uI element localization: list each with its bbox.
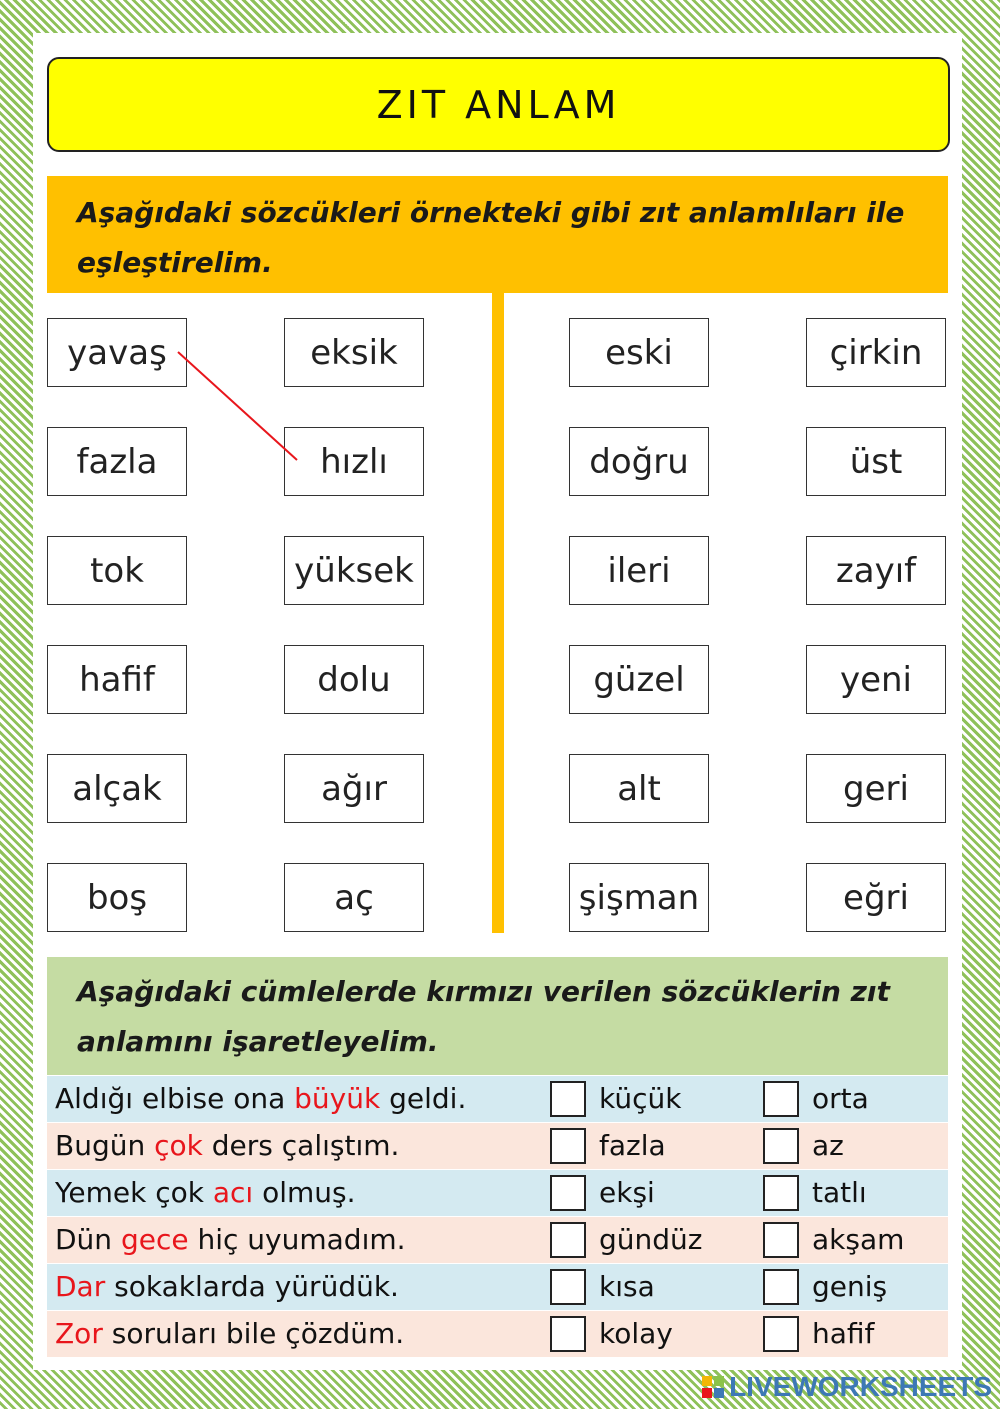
word-box[interactable]: yüksek — [284, 536, 424, 605]
word-box[interactable]: hızlı — [284, 427, 424, 496]
option-checkbox[interactable] — [550, 1175, 586, 1211]
word-box[interactable]: zayıf — [806, 536, 946, 605]
option-label: küçük — [599, 1082, 682, 1115]
question-row — [47, 1076, 948, 1122]
word-box[interactable]: geri — [806, 754, 946, 823]
watermark-text: LIVEWORKSHEETS — [729, 1371, 992, 1402]
option-label: az — [812, 1129, 844, 1162]
instruction-matching — [47, 176, 948, 293]
red-word: çok — [154, 1129, 203, 1162]
option-label: gündüz — [599, 1223, 703, 1256]
word-box[interactable]: yeni — [806, 645, 946, 714]
sentence-text: sokaklarda yürüdük. — [105, 1270, 399, 1303]
option-checkbox[interactable] — [550, 1316, 586, 1352]
word-box[interactable]: dolu — [284, 645, 424, 714]
red-word: büyük — [294, 1082, 381, 1115]
option-checkbox[interactable] — [550, 1081, 586, 1117]
sentence-text: geldi. — [380, 1082, 467, 1115]
option-checkbox[interactable] — [550, 1128, 586, 1164]
sentence — [55, 1311, 404, 1357]
question-row — [47, 1170, 948, 1216]
word-box[interactable]: alçak — [47, 754, 187, 823]
sentence — [55, 1076, 466, 1122]
word-box[interactable]: ileri — [569, 536, 709, 605]
word-box[interactable]: eksik — [284, 318, 424, 387]
sentence-text: ders çalıştım. — [202, 1129, 400, 1162]
option-label: akşam — [812, 1223, 905, 1256]
word-box[interactable]: güzel — [569, 645, 709, 714]
sentence-text: soruları bile çözdüm. — [102, 1317, 405, 1350]
word-box[interactable]: hafif — [47, 645, 187, 714]
red-word: acı — [212, 1176, 254, 1209]
option-label: hafif — [812, 1317, 875, 1350]
word-box[interactable]: şişman — [569, 863, 709, 932]
sentence — [55, 1170, 356, 1216]
option-checkbox[interactable] — [763, 1128, 799, 1164]
sentence-text: olmuş. — [253, 1176, 356, 1209]
word-box[interactable]: çirkin — [806, 318, 946, 387]
red-word: Dar — [55, 1270, 106, 1303]
option-checkbox[interactable] — [763, 1081, 799, 1117]
red-word: gece — [120, 1223, 189, 1256]
column-divider — [492, 293, 504, 933]
option-checkbox[interactable] — [763, 1316, 799, 1352]
option-checkbox[interactable] — [550, 1222, 586, 1258]
word-box[interactable]: eski — [569, 318, 709, 387]
sentence-text: Yemek çok — [55, 1176, 213, 1209]
question-row — [47, 1264, 948, 1310]
sentence-text: hiç uyumadım. — [188, 1223, 406, 1256]
question-row — [47, 1123, 948, 1169]
sentence — [55, 1264, 399, 1310]
word-box[interactable]: eğri — [806, 863, 946, 932]
instruction-matching-text: Aşağıdaki sözcükleri örnekteki gibi zıt anlamlıları ile eşleştirelim. — [77, 196, 905, 279]
question-row — [47, 1311, 948, 1357]
word-box[interactable]: aç — [284, 863, 424, 932]
liveworksheets-logo-icon — [701, 1375, 725, 1399]
red-word: Zor — [55, 1317, 103, 1350]
sentence — [55, 1123, 399, 1169]
option-label: orta — [812, 1082, 869, 1115]
option-checkbox[interactable] — [763, 1175, 799, 1211]
word-box[interactable]: fazla — [47, 427, 187, 496]
option-label: ekşi — [599, 1176, 655, 1209]
word-box[interactable]: yavaş — [47, 318, 187, 387]
instruction-checkbox — [47, 957, 948, 1075]
watermark — [701, 1371, 992, 1403]
question-row — [47, 1217, 948, 1263]
page-title: ZIT ANLAM — [47, 57, 950, 152]
option-label: geniş — [812, 1270, 888, 1303]
word-box[interactable]: ağır — [284, 754, 424, 823]
word-box[interactable]: alt — [569, 754, 709, 823]
word-box[interactable]: doğru — [569, 427, 709, 496]
option-label: tatlı — [812, 1176, 867, 1209]
sentence-text: Bugün — [55, 1129, 155, 1162]
option-checkbox[interactable] — [763, 1269, 799, 1305]
sentence-text: Dün — [55, 1223, 121, 1256]
option-label: kısa — [599, 1270, 655, 1303]
sentence-text: Aldığı elbise ona — [55, 1082, 295, 1115]
option-label: kolay — [599, 1317, 673, 1350]
option-checkbox[interactable] — [550, 1269, 586, 1305]
word-box[interactable]: tok — [47, 536, 187, 605]
word-box[interactable]: üst — [806, 427, 946, 496]
word-box[interactable]: boş — [47, 863, 187, 932]
sentence — [55, 1217, 406, 1263]
option-checkbox[interactable] — [763, 1222, 799, 1258]
option-label: fazla — [599, 1129, 666, 1162]
instruction-checkbox-text: Aşağıdaki cümlelerde kırmızı verilen sözcüklerin zıt anlamını işaretleyelim. — [77, 975, 890, 1058]
